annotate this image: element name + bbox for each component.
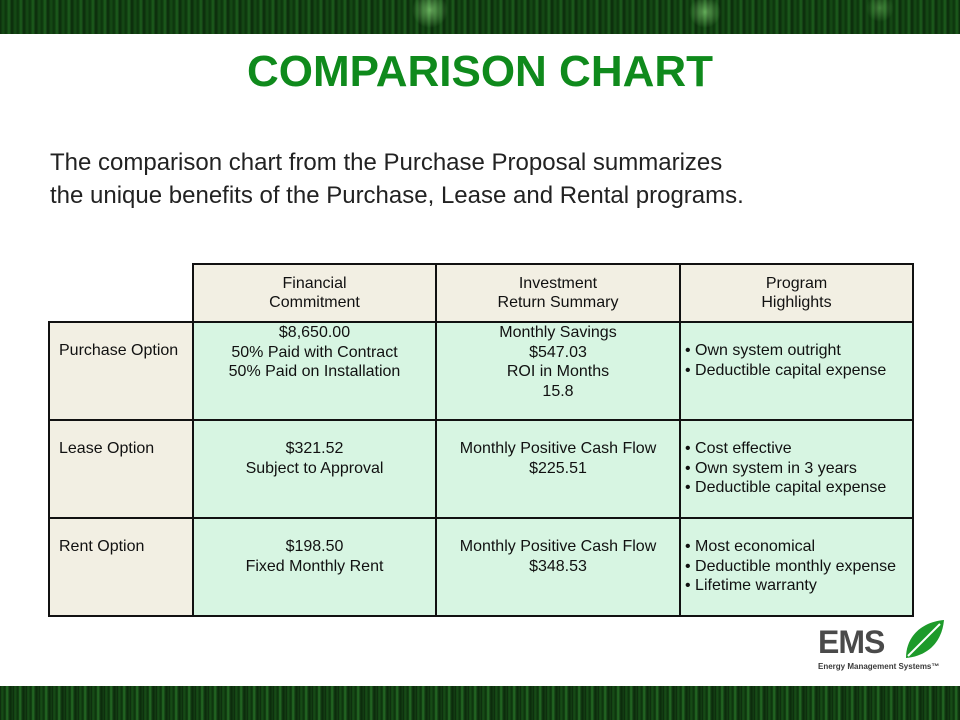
cell-text: • Most economical [685, 538, 816, 555]
cell-text: $8,650.00 [278, 324, 351, 341]
header-text: Return Summary [497, 294, 619, 311]
header-text: Commitment [269, 294, 360, 311]
cell-text: 50% Paid on Installation [228, 363, 401, 380]
row-label-lease: Lease Option [49, 420, 193, 518]
cell-text: • Cost effective [685, 440, 792, 457]
cell-text: Monthly Positive Cash Flow [459, 440, 657, 457]
table-row-purchase [49, 322, 913, 420]
header-text: Financial [282, 274, 347, 292]
cell-financial-rent [193, 518, 436, 616]
cell-text: ROI in Months [506, 363, 610, 380]
leaf-icon [902, 618, 946, 662]
cell-financial-lease [193, 420, 436, 518]
table-row-rent [49, 518, 913, 616]
ems-logo [818, 618, 946, 676]
table-row-lease [49, 420, 913, 518]
intro-line-1: The comparison chart from the Purchase Proposal summarizes [50, 149, 723, 176]
header-financial-commitment [193, 264, 436, 322]
header-text: Investment [518, 274, 598, 292]
cell-text: $198.50 [285, 538, 344, 555]
table-header-row [49, 264, 913, 322]
cell-text: • Deductible capital expense [685, 479, 887, 496]
cell-text: $547.03 [529, 343, 587, 361]
cell-text: 50% Paid with Contract [231, 343, 398, 361]
cell-text: 15.8 [542, 382, 574, 400]
intro-line-2: the unique benefits of the Purchase, Lease and Rental programs. [50, 182, 744, 209]
cell-text: Fixed Monthly Rent [245, 557, 384, 575]
slide-title: COMPARISON CHART [246, 47, 714, 96]
cell-text: $348.53 [529, 557, 587, 575]
cell-text: • Deductible monthly expense [685, 557, 897, 575]
cell-investment-rent [436, 518, 680, 616]
top-banner [0, 0, 960, 34]
cell-highlights-lease [680, 420, 913, 518]
logo-tagline: Energy Management Systems™ [818, 662, 940, 671]
header-text: Highlights [761, 294, 832, 311]
header-program-highlights [680, 264, 913, 322]
cell-text: • Lifetime warranty [685, 577, 817, 594]
cell-highlights-purchase [680, 322, 913, 420]
cell-text: Monthly Savings [499, 324, 617, 341]
cell-highlights-rent [680, 518, 913, 616]
header-text: Program [765, 274, 828, 292]
cell-text: • Own system outright [685, 342, 841, 359]
bottom-banner [0, 686, 960, 720]
cell-text: • Own system in 3 years [685, 459, 857, 477]
comparison-table [48, 263, 914, 617]
logo-wordmark: EMS [818, 624, 885, 660]
intro-text [50, 146, 920, 212]
cell-text: • Deductible capital expense [685, 361, 887, 379]
row-label-purchase: Purchase Option [49, 322, 193, 420]
cell-text: Monthly Positive Cash Flow [459, 538, 657, 555]
cell-investment-lease [436, 420, 680, 518]
cell-financial-purchase [193, 322, 436, 420]
table-corner [49, 264, 193, 322]
cell-text: $225.51 [529, 459, 587, 477]
header-investment-return [436, 264, 680, 322]
cell-text: $321.52 [285, 440, 344, 457]
cell-investment-purchase [436, 322, 680, 420]
row-label-rent: Rent Option [49, 518, 193, 616]
cell-text: Subject to Approval [245, 459, 384, 477]
